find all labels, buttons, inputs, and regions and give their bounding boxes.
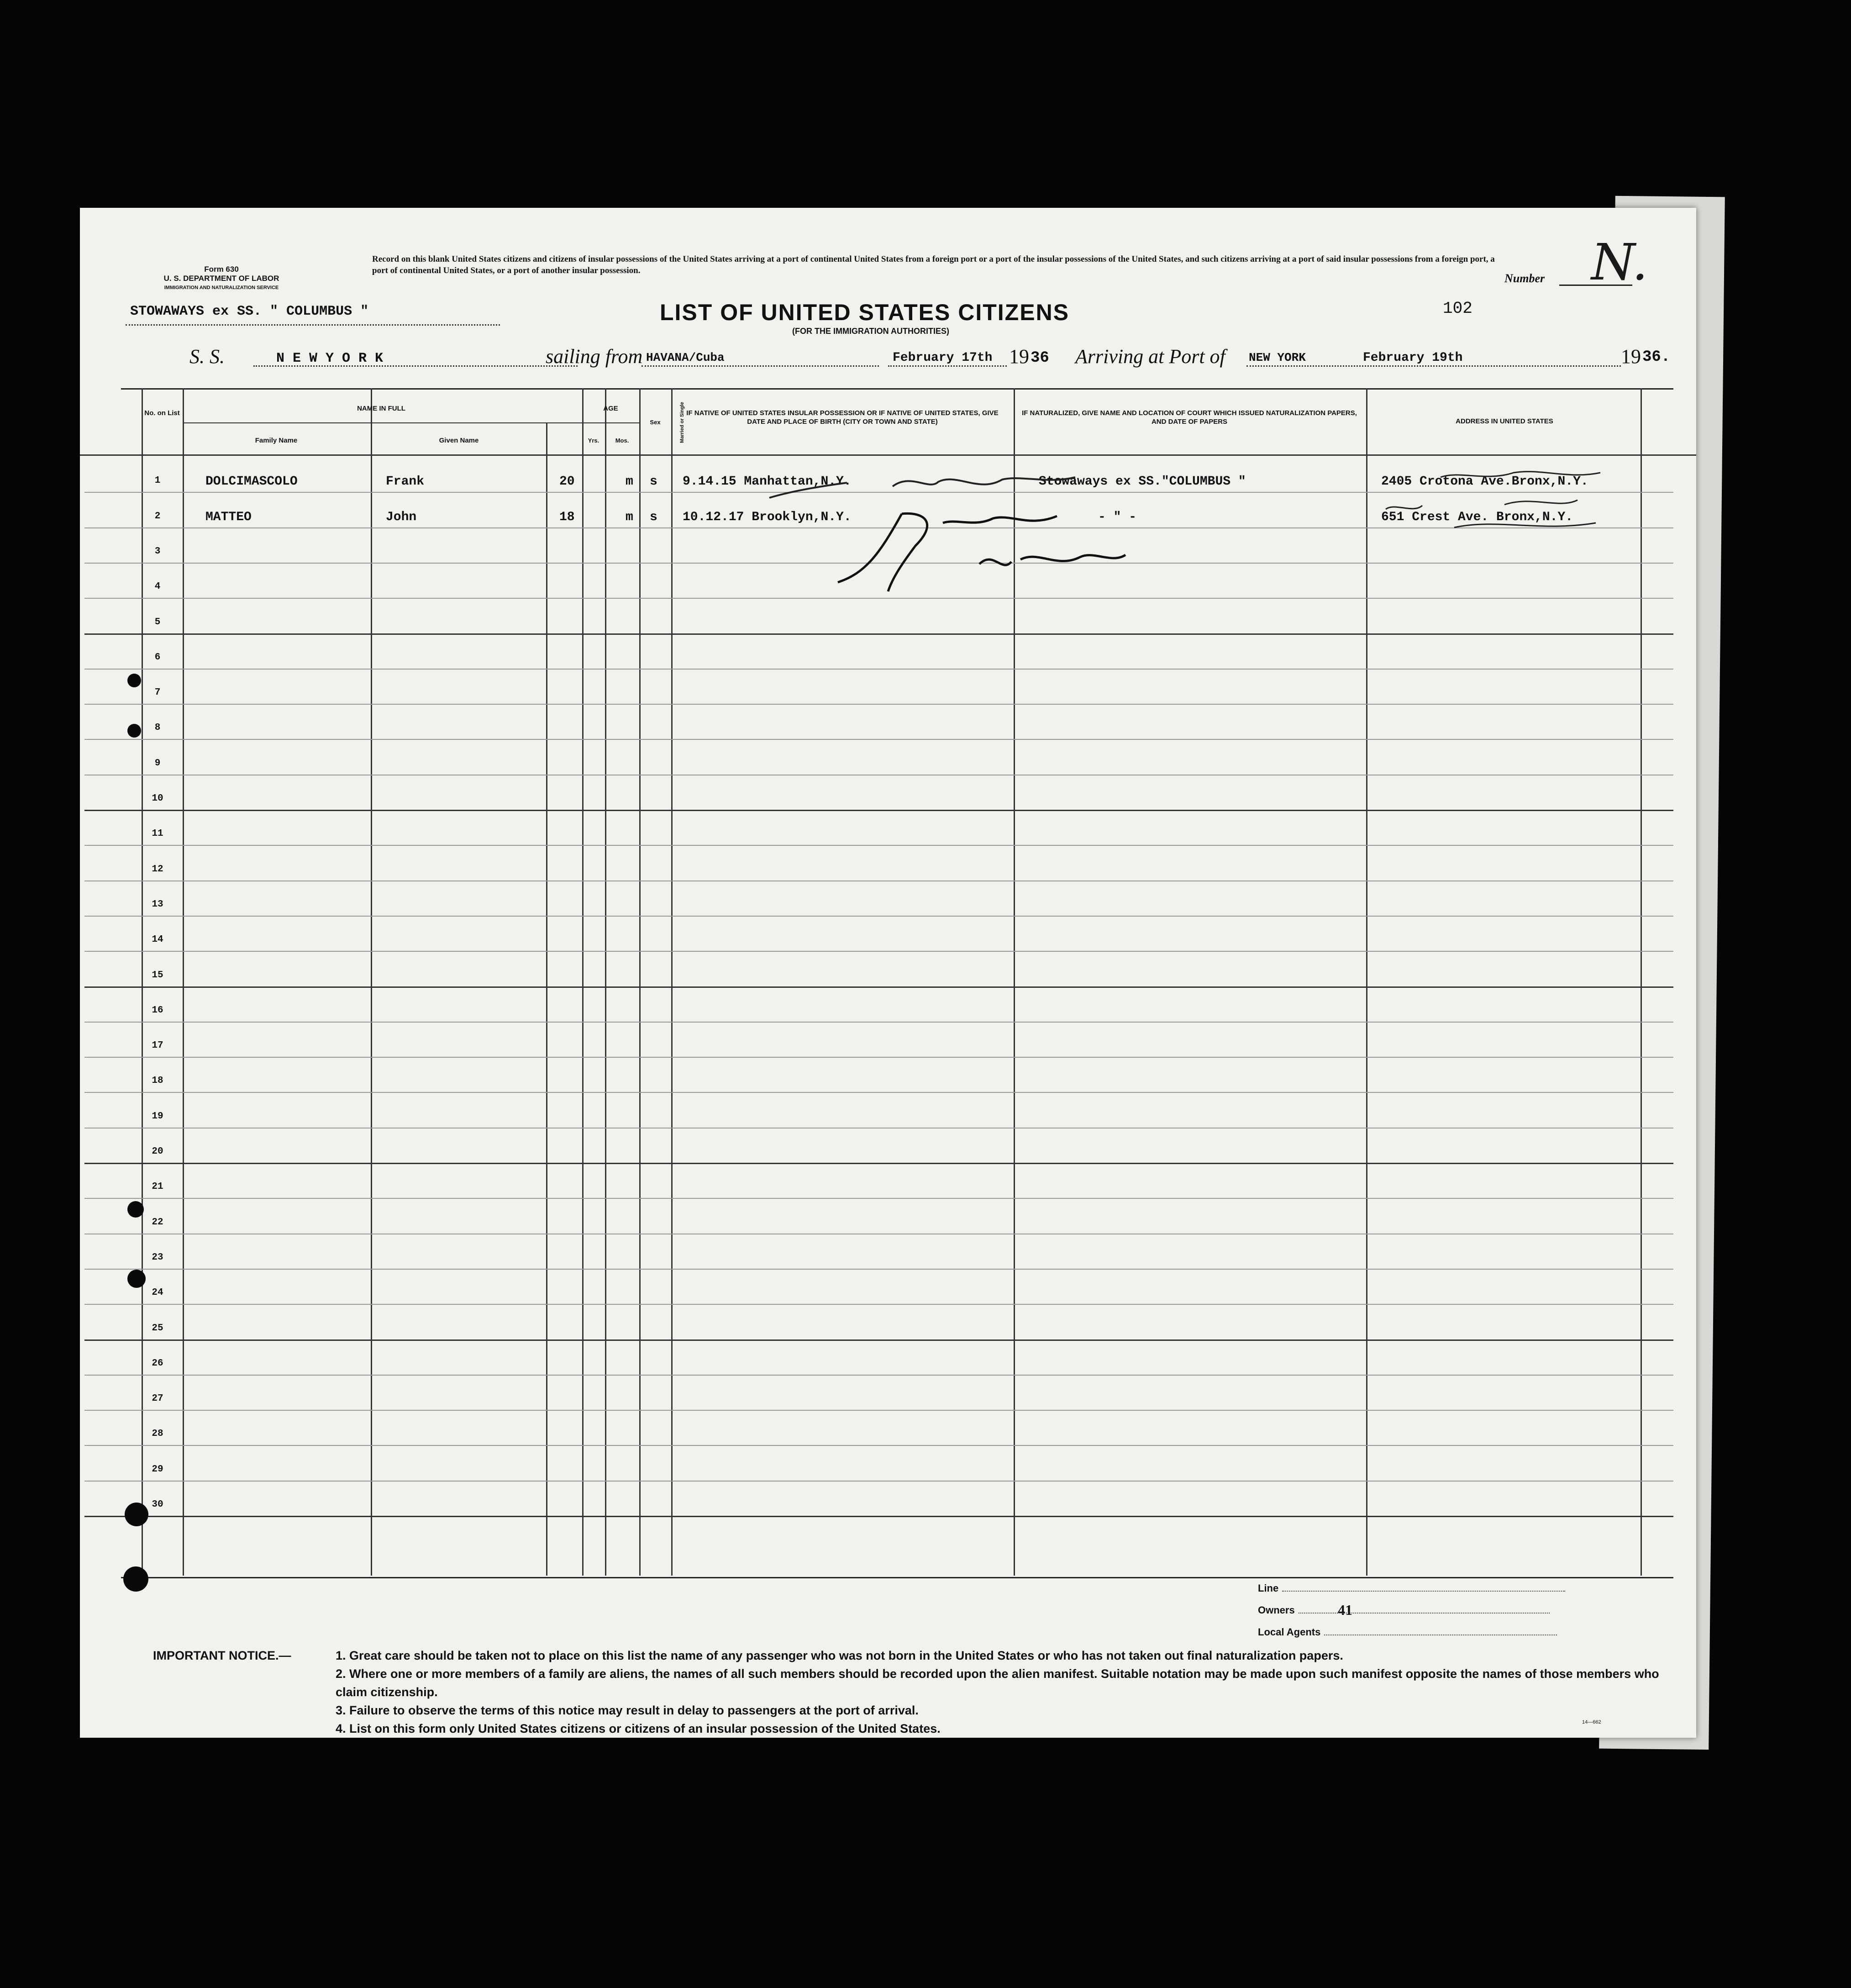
arrival-date: February 19th: [1363, 351, 1463, 365]
col-header-no-on-list: No. on List: [144, 409, 180, 417]
row-rule: [84, 1516, 1673, 1517]
sailing-from-line: [642, 365, 879, 367]
ship-name-line: [253, 365, 578, 367]
row-rule: [84, 916, 1673, 917]
row-rule: [84, 1410, 1673, 1411]
departure-year-suffix: 36: [1031, 349, 1049, 367]
col-line: [639, 388, 641, 1576]
arrival-year-suffix: 36.: [1642, 348, 1671, 366]
col-header-family-name: Family Name: [255, 437, 298, 444]
arrival-line: [1246, 365, 1621, 367]
entry-marital: s: [650, 510, 657, 524]
row-rule: [84, 739, 1673, 740]
row-rule: [84, 1092, 1673, 1093]
col-header-address: ADDRESS IN UNITED STATES: [1456, 417, 1553, 425]
entry-marital: s: [650, 475, 657, 489]
form-number: Form 630: [204, 265, 239, 274]
col-header-given-name: Given Name: [439, 437, 479, 444]
notice-item-2: 2. Where one or more members of a family are aliens, the names of all such members should be recorded upon the alien manifest. Suitable notation may be made upon such manifest opposite the names of those members who claim citizenship.: [336, 1667, 1659, 1699]
handwritten-annotations: [765, 454, 1632, 610]
entry-given-name: Frank: [386, 475, 425, 489]
row-number: 7: [154, 687, 161, 698]
binder-hole: [127, 1270, 146, 1288]
department-name: U. S. DEPARTMENT OF LABOR: [163, 274, 279, 283]
row-number: 25: [152, 1323, 163, 1334]
row-rule: [84, 951, 1673, 952]
entry-sex: m: [626, 510, 633, 524]
page-title: LIST OF UNITED STATES CITIZENS: [660, 300, 1070, 325]
row-rule: [84, 845, 1673, 846]
entry-birth: 9.14.15 Manhattan,N.Y.: [683, 475, 852, 489]
binder-hole: [127, 674, 141, 687]
departure-date-line: [888, 365, 1007, 367]
row-rule: [84, 1375, 1673, 1376]
departure-year-prefix: 19: [1009, 345, 1029, 368]
bottom-field-1: [1258, 1604, 1550, 1616]
row-number: 13: [152, 899, 163, 910]
stowaways-line: [126, 324, 500, 326]
entry-age-yrs: 18: [559, 510, 575, 524]
row-rule: [84, 1022, 1673, 1023]
entry-address: 651 Crest Ave. Bronx,N.Y.: [1381, 510, 1573, 524]
col-line: [183, 388, 184, 1576]
notice-lead: IMPORTANT NOTICE.—: [153, 1649, 291, 1662]
row-number: 12: [152, 864, 163, 875]
record-instructions: Record on this blank United States citizens and citizens of insular possessions of the United States arriving at a port of continental United States from a foreign port or a port of the insular possessions of the United States, and such citizens arriving at a port of said insular possessions from a foreign port, a port of continental United States, or a port of another insular possession.: [372, 254, 1495, 275]
service-name: IMMIGRATION AND NATURALIZATION SERVICE: [164, 285, 279, 290]
col-header-naturalized: IF NATURALIZED, GIVE NAME AND LOCATION OF COURT WHICH ISSUED NATURALIZATION PAPERS, AND DATE OF PAPERS: [1022, 409, 1357, 426]
notice-item-3: 3. Failure to observe the terms of this notice may result in delay to passengers at the port of arrival.: [336, 1703, 919, 1717]
sailing-from-value: HAVANA/Cuba: [646, 351, 725, 364]
row-number: 1: [154, 475, 161, 486]
row-rule: [84, 1163, 1673, 1164]
row-number: 24: [152, 1287, 163, 1298]
row-rule: [84, 1481, 1673, 1482]
entry-birth: 10.12.17 Brooklyn,N.Y.: [683, 510, 852, 524]
stowaways-note: STOWAWAYS ex SS. " COLUMBUS ": [130, 304, 369, 319]
row-rule: [84, 669, 1673, 670]
row-number: 23: [152, 1252, 163, 1263]
row-number: 8: [154, 722, 161, 733]
row-number: 2: [154, 511, 161, 522]
col-line: [582, 388, 584, 1576]
form-identifier: [144, 265, 299, 292]
arrival-year-prefix: 19: [1621, 345, 1641, 368]
row-number: 3: [154, 546, 161, 557]
manifest-page: [80, 208, 1696, 1738]
row-number: 28: [152, 1429, 163, 1440]
page-total: 41: [1338, 1602, 1352, 1618]
col-line: [671, 388, 673, 1576]
entry-family-name: DOLCIMASCOLO: [205, 475, 298, 489]
notice-item-1: 1. Great care should be taken not to place on this list the name of any passenger who was not born in the United States or who has not taken out final naturalization papers.: [336, 1649, 1343, 1662]
binder-hole: [127, 724, 141, 738]
row-number: 27: [152, 1393, 163, 1404]
bottom-field-2: [1258, 1626, 1557, 1638]
row-rule: [84, 1198, 1673, 1199]
row-rule: [84, 810, 1673, 811]
row-number: 17: [152, 1040, 163, 1051]
row-number: 22: [152, 1217, 163, 1228]
col-line: [1641, 388, 1642, 1576]
row-number: 26: [152, 1358, 163, 1369]
bottom-field-label: Owners: [1258, 1604, 1295, 1616]
row-number: 18: [152, 1076, 163, 1086]
col-header-sex: Sex: [650, 419, 661, 426]
print-code: 14—662: [1582, 1719, 1601, 1725]
row-rule: [84, 1269, 1673, 1270]
arriving-label: Arriving at Port of: [1075, 345, 1225, 368]
name-age-subheader-rule: [183, 422, 639, 423]
row-number: 19: [152, 1111, 163, 1122]
ship-name: N E W Y O R K: [276, 351, 384, 366]
arrival-port: NEW YORK: [1249, 351, 1306, 364]
bottom-field-label: Line: [1258, 1582, 1279, 1594]
row-rule: [84, 1445, 1673, 1446]
row-rule: [84, 1304, 1673, 1305]
row-rule: [84, 633, 1673, 635]
row-number: 6: [154, 652, 161, 663]
entry-sex: m: [626, 475, 633, 489]
ss-label: S. S.: [189, 345, 225, 368]
col-header-birth: IF NATIVE OF UNITED STATES INSULAR POSSESSION OR IF NATIVE OF UNITED STATES, GIVE DATE AND PLACE OF BIRTH (CITY OR TOWN AND STATE): [686, 409, 999, 426]
sailing-from-label: sailing from: [546, 345, 643, 368]
row-number: 15: [152, 970, 163, 981]
col-header-mos: Mos.: [615, 437, 629, 444]
row-number: 30: [152, 1499, 163, 1510]
row-number: 16: [152, 1005, 163, 1016]
col-header-married-or-single: Married or Single: [679, 402, 685, 443]
row-number: 5: [154, 617, 161, 628]
entry-given-name: John: [386, 510, 417, 524]
bottom-field-line: [1299, 1613, 1550, 1614]
binder-hole: [125, 1503, 148, 1526]
col-line: [546, 422, 547, 1576]
row-rule: [84, 1057, 1673, 1058]
row-number: 20: [152, 1146, 163, 1157]
bottom-field-line: [1282, 1591, 1565, 1592]
row-rule: [84, 1339, 1673, 1341]
row-number: 29: [152, 1464, 163, 1475]
row-number: 11: [152, 828, 163, 839]
entry-address: 2405 Crotona Ave.Bronx,N.Y.: [1381, 475, 1588, 489]
col-line: [605, 388, 606, 1576]
col-header-age: AGE: [603, 405, 618, 412]
page-stamp-number: 102: [1443, 299, 1472, 318]
notice-item-4: 4. List on this form only United States citizens or citizens of an insular possession of the United States.: [336, 1722, 941, 1735]
col-header-yrs: Yrs.: [588, 437, 599, 444]
number-label: Number: [1504, 272, 1545, 285]
departure-date: February 17th: [893, 351, 993, 365]
binder-hole: [127, 1201, 144, 1218]
entry-age-yrs: 20: [559, 475, 575, 489]
row-rule: [84, 986, 1673, 988]
row-rule: [84, 704, 1673, 705]
number-value: N.: [1591, 233, 1648, 291]
row-number: 14: [152, 934, 163, 945]
col-line: [371, 388, 372, 1576]
entry-naturalized: - " -: [1098, 510, 1137, 524]
col-header-name-in-full: NAME IN FULL: [357, 405, 405, 412]
page-subtitle: (FOR THE IMMIGRATION AUTHORITIES): [792, 327, 949, 336]
row-number: 9: [154, 758, 161, 769]
row-number: 10: [152, 793, 163, 804]
row-number: 4: [154, 581, 161, 592]
bottom-field-0: [1258, 1582, 1565, 1594]
bottom-field-label: Local Agents: [1258, 1626, 1321, 1638]
row-number: 21: [152, 1181, 163, 1192]
entry-family-name: MATTEO: [205, 510, 252, 524]
binder-hole: [123, 1566, 148, 1592]
entry-naturalized: Stowaways ex SS."COLUMBUS ": [1039, 475, 1246, 489]
